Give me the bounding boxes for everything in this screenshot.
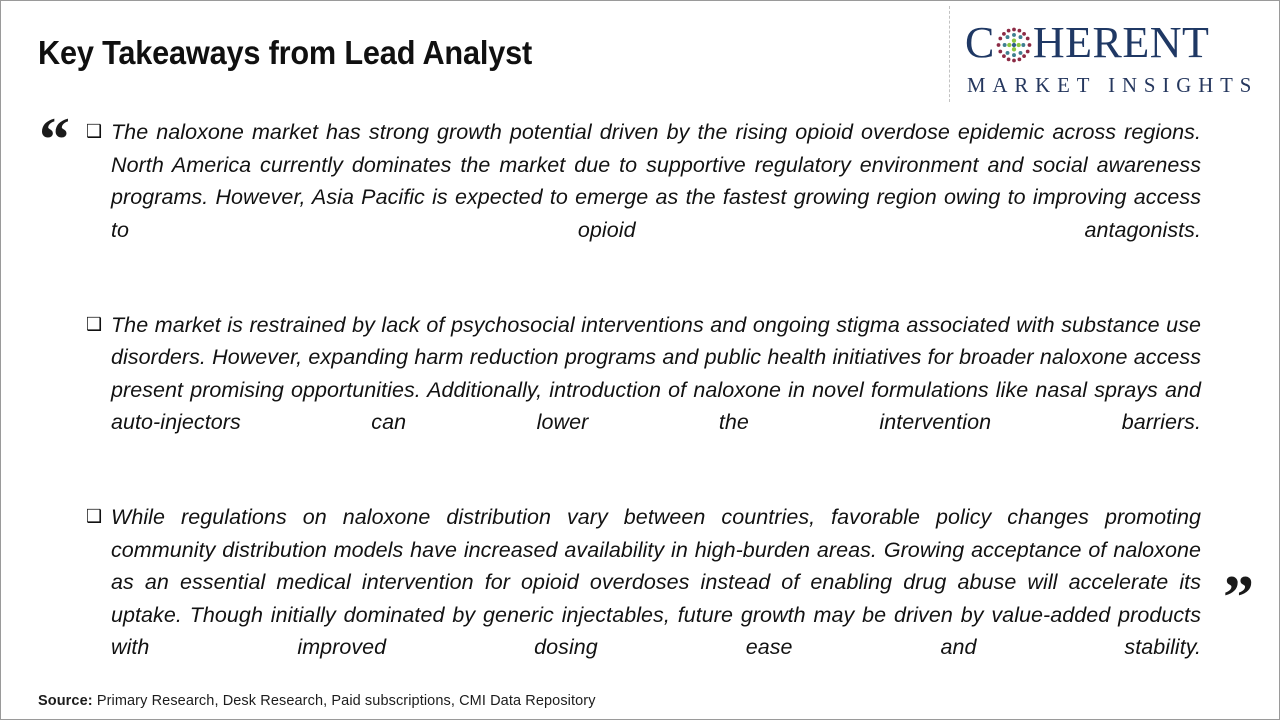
source-note: [38, 693, 596, 709]
takeaway-item: [86, 309, 1201, 472]
takeaway-item: [86, 501, 1201, 696]
takeaways-list: [86, 116, 1201, 696]
opening-quote-icon: “: [39, 106, 68, 174]
slide-body: [1, 105, 1280, 675]
logo-brand-part2: HERENT: [1032, 18, 1210, 67]
slide-header: [1, 1, 1280, 105]
bullet-square-icon: ❑: [86, 506, 103, 527]
page-title: Key Takeaways from Lead Analyst: [38, 34, 533, 71]
source-value: Primary Research, Desk Research, Paid subscriptions, CMI Data Repository: [92, 693, 596, 709]
logo-brand-part1: C: [965, 18, 995, 67]
coherent-market-insights-logo: [965, 17, 1265, 97]
source-label: Source:: [38, 693, 93, 709]
takeaway-text: The naloxone market has strong growth potential driven by the rising opioid overdose epidemic across regions. North America currently dominates the market due to supportive regulatory environment and social awareness programs. However, Asia Pacific is expected to emerge as the fastest growing region owing to improving access to opioid antagonists.: [111, 120, 1201, 242]
dot-globe-icon: [996, 23, 1032, 59]
logo-wordmark: [965, 17, 1265, 69]
logo-tagline: MARKET INSIGHTS: [967, 73, 1259, 97]
takeaway-text: The market is restrained by lack of psychosocial interventions and ongoing stigma associated with substance use disorders. However, expanding harm reduction programs and public health initiatives for broader naloxone access present promising opportunities. Additionally, introduction of naloxone in novel formulations like nasal sprays and auto-injectors can lower the intervention barriers.: [111, 312, 1201, 434]
bullet-square-icon: ❑: [86, 313, 103, 335]
takeaway-item: [86, 116, 1201, 279]
bullet-square-icon: ❑: [86, 121, 103, 142]
header-divider: [949, 6, 950, 102]
closing-quote-icon: ”: [1223, 564, 1252, 632]
takeaway-text: While regulations on naloxone distribution vary between countries, favorable policy changes promoting community distribution models have increased availability in high-burden areas. Growing acceptance of naloxone as an essential medical intervention for opioid overdoses instead of enabling drug abuse will accelerate its uptake. Though initially dominated by generic injectables, future growth may be driven by value-added products with improved dosing ease and stability.: [111, 505, 1201, 659]
